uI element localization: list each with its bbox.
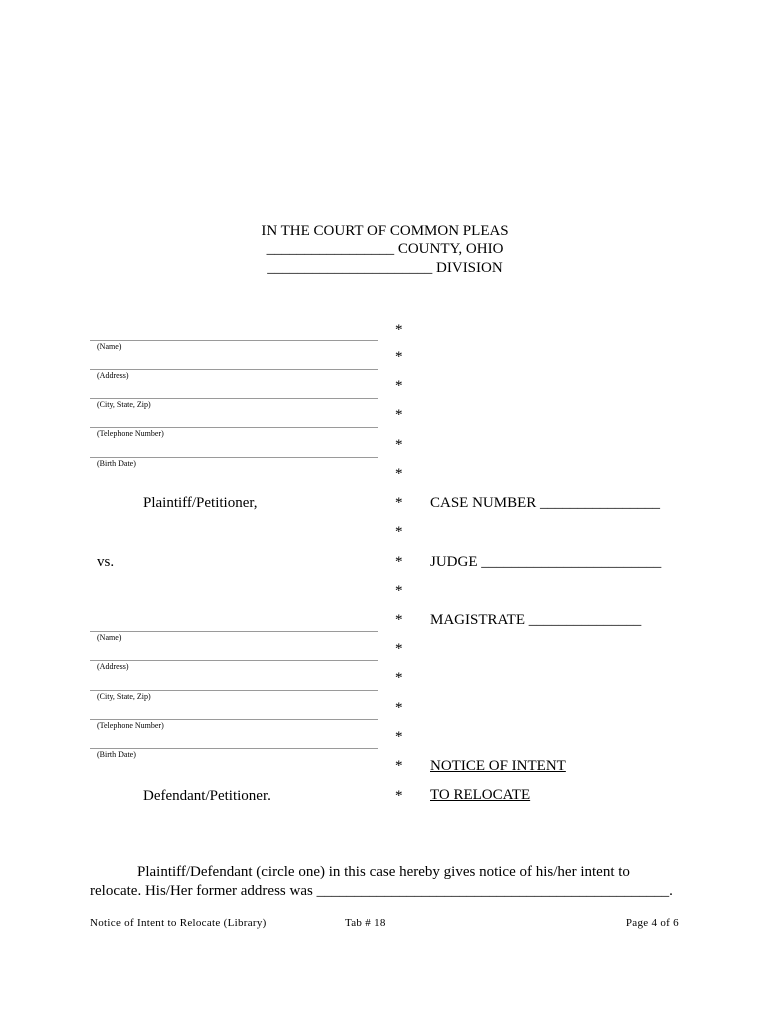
footer-page-number: Page 4 of 6 — [625, 917, 679, 929]
body-line1: Plaintiff/Defendant (circle one) in this case hereby gives notice of his/her intent to — [137, 864, 630, 880]
separator-star: * — [395, 495, 403, 511]
separator-star: * — [395, 641, 403, 657]
separator-star: * — [395, 437, 403, 453]
plaintiff-role: Plaintiff/Petitioner, — [143, 495, 258, 511]
defendant-phone-caption: (Telephone Number) — [97, 721, 164, 730]
plaintiff-phone-rule — [90, 427, 378, 428]
separator-star: * — [395, 612, 403, 628]
defendant-address-rule — [90, 660, 378, 661]
plaintiff-city-rule — [90, 398, 378, 399]
footer-tab-number: Tab # 18 — [345, 917, 386, 929]
defendant-city-rule — [90, 690, 378, 691]
plaintiff-city-caption: (City, State, Zip) — [97, 400, 151, 409]
judge-field: JUDGE ________________________ — [430, 554, 662, 570]
notice-title-line1: NOTICE OF INTENT — [430, 758, 566, 774]
court-heading: IN THE COURT OF COMMON PLEAS — [261, 223, 509, 239]
plaintiff-name-rule — [90, 340, 378, 341]
division-line: ______________________ DIVISION — [267, 260, 503, 276]
case-number-field: CASE NUMBER ________________ — [430, 495, 661, 511]
separator-star: * — [395, 466, 403, 482]
magistrate-field: MAGISTRATE _______________ — [430, 612, 642, 628]
separator-star: * — [395, 554, 403, 570]
defendant-name-rule — [90, 631, 378, 632]
body-line2: relocate. His/Her former address was _______________________________________________. — [90, 883, 673, 899]
notice-title-line2: TO RELOCATE — [430, 787, 531, 803]
versus-label: vs. — [97, 554, 115, 570]
separator-star: * — [395, 322, 403, 338]
separator-star: * — [395, 788, 403, 804]
separator-star: * — [395, 583, 403, 599]
plaintiff-address-rule — [90, 369, 378, 370]
defendant-address-caption: (Address) — [97, 662, 129, 671]
separator-star: * — [395, 349, 403, 365]
defendant-role: Defendant/Petitioner. — [143, 788, 271, 804]
separator-star: * — [395, 670, 403, 686]
footer-document-name: Notice of Intent to Relocate (Library) — [90, 917, 267, 929]
plaintiff-birthdate-caption: (Birth Date) — [97, 459, 136, 468]
defendant-name-caption: (Name) — [97, 633, 122, 642]
separator-star: * — [395, 729, 403, 745]
defendant-city-caption: (City, State, Zip) — [97, 692, 151, 701]
separator-star: * — [395, 378, 403, 394]
plaintiff-phone-caption: (Telephone Number) — [97, 429, 164, 438]
plaintiff-birthdate-rule — [90, 457, 378, 458]
county-line: _________________ COUNTY, OHIO — [266, 241, 504, 257]
defendant-birthdate-caption: (Birth Date) — [97, 750, 136, 759]
plaintiff-name-caption: (Name) — [97, 342, 122, 351]
plaintiff-address-caption: (Address) — [97, 371, 129, 380]
separator-star: * — [395, 524, 403, 540]
separator-star: * — [395, 407, 403, 423]
separator-star: * — [395, 758, 403, 774]
defendant-birthdate-rule — [90, 748, 378, 749]
separator-star: * — [395, 700, 403, 716]
defendant-phone-rule — [90, 719, 378, 720]
